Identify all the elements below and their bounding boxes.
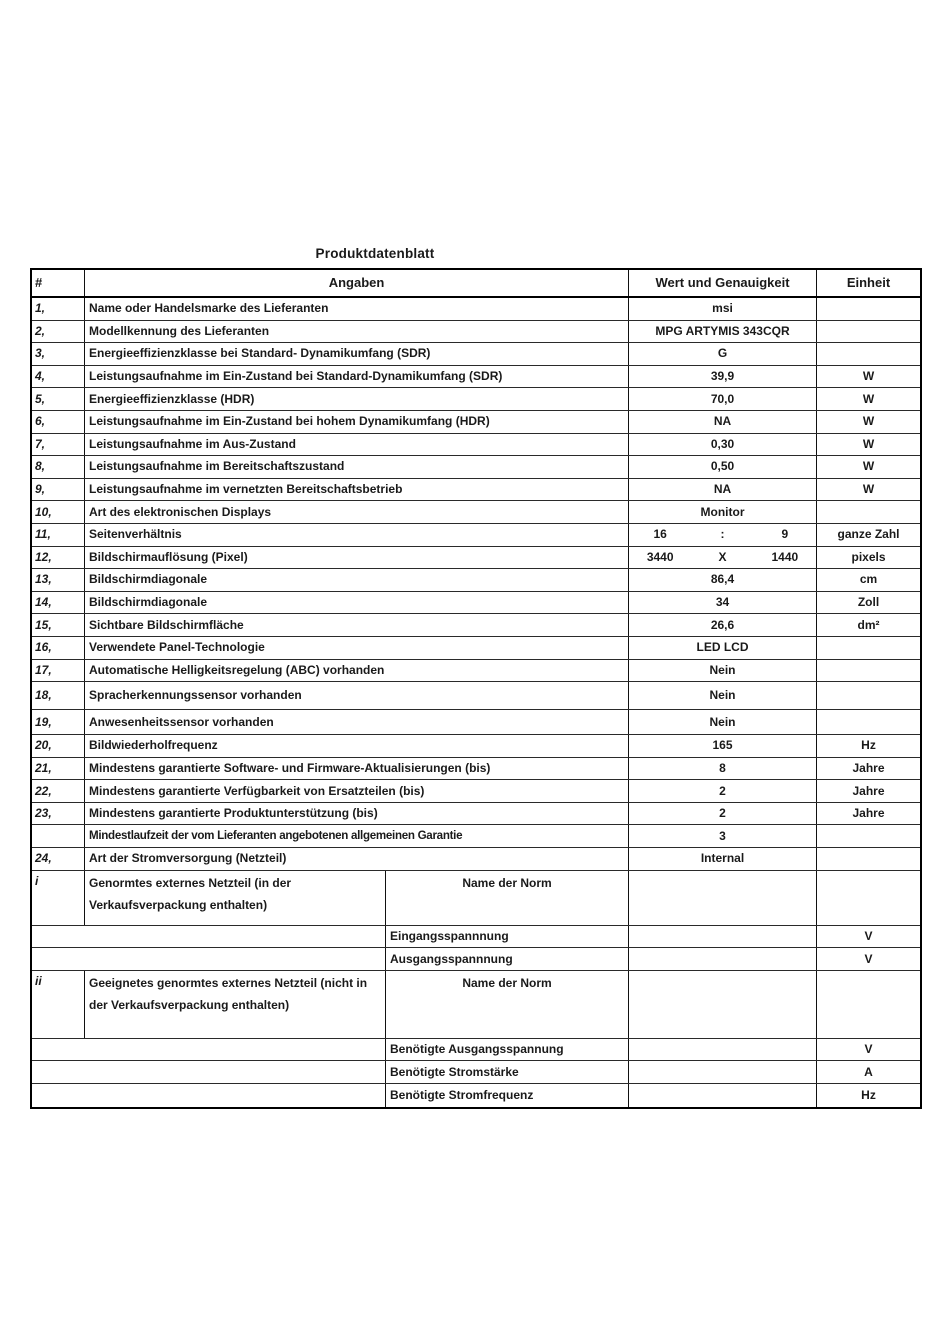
row-number-cell: 22,	[32, 780, 85, 802]
value-cell: Nein	[629, 710, 817, 734]
value-cell	[629, 524, 817, 546]
table-row	[32, 547, 920, 570]
sub-label-cell: Benötigte Stromfrequenz	[386, 1084, 629, 1107]
value-part: 3440	[646, 549, 674, 564]
row-number-cell: 18,	[32, 682, 85, 709]
unit-cell: V	[864, 951, 873, 966]
value-cell: G	[629, 343, 817, 365]
norm-label-cell: Name der Norm	[386, 871, 629, 925]
table-row	[32, 1061, 920, 1084]
sub-label-cell: Eingangsspannnung	[386, 926, 629, 948]
value-cell: 0,30	[629, 434, 817, 456]
label-cell: Genormtes externes Netzteil (in der Verkaufsverpackung enthalten)	[85, 871, 386, 925]
table-row	[32, 660, 920, 683]
value-cell: NA	[629, 411, 817, 433]
value-cell	[629, 547, 817, 569]
value-cell: 86,4	[629, 569, 817, 591]
col-header-einheit: Einheit	[846, 274, 891, 290]
row-number-cell: 3,	[32, 343, 85, 365]
table-row	[32, 637, 920, 660]
value-cell: 3	[629, 825, 817, 847]
unit-cell: Jahre	[852, 760, 885, 775]
unit-cell: A	[864, 1064, 873, 1079]
table-row	[32, 735, 920, 758]
unit-cell: W	[862, 436, 875, 451]
value-cell: Nein	[629, 682, 817, 709]
unit-cell	[817, 501, 920, 523]
row-number-cell: 6,	[32, 411, 85, 433]
row-number-cell: 23,	[32, 803, 85, 825]
table-row	[32, 871, 920, 926]
row-number-cell: 7,	[32, 434, 85, 456]
table-row	[32, 848, 920, 871]
label-cell: Art der Stromversorgung (Netzteil)	[85, 848, 629, 870]
row-number-cell: 14,	[32, 592, 85, 614]
unit-cell: Hz	[861, 738, 876, 753]
table-header-row	[32, 270, 920, 298]
norm-label-cell: Name der Norm	[386, 971, 629, 1038]
value-cell: 8	[629, 758, 817, 780]
table-row	[32, 971, 920, 1039]
label-cell: Leistungsaufnahme im Bereitschaftszustand	[85, 456, 629, 478]
value-part: 16	[653, 527, 667, 542]
unit-cell	[817, 848, 920, 870]
value-cell	[629, 1084, 817, 1107]
table-row	[32, 343, 920, 366]
table-row	[32, 948, 920, 971]
value-cell	[629, 1039, 817, 1061]
spacer-cell	[32, 1084, 386, 1107]
unit-cell	[817, 321, 920, 343]
value-cell	[629, 971, 817, 1038]
row-number-cell: 2,	[32, 321, 85, 343]
spacer-cell	[32, 926, 386, 948]
label-cell: Leistungsaufnahme im Aus-Zustand	[85, 434, 629, 456]
value-cell: 70,0	[629, 388, 817, 410]
value-part: :	[720, 527, 725, 542]
row-number-cell: 9,	[32, 479, 85, 501]
label-cell: Mindestlaufzeit der vom Lieferanten angebotenen allgemeinen Garantie	[85, 825, 629, 847]
product-table	[30, 268, 922, 1109]
table-row	[32, 366, 920, 389]
label-cell: Bildschirmdiagonale	[85, 592, 629, 614]
value-part: 9	[781, 527, 789, 542]
row-number-cell: ii	[32, 971, 85, 1038]
row-number-cell: 4,	[32, 366, 85, 388]
label-cell: Spracherkennungssensor vorhanden	[85, 682, 629, 709]
table-row	[32, 803, 920, 826]
table-row	[32, 614, 920, 637]
row-number-cell: 24,	[32, 848, 85, 870]
unit-cell: V	[864, 1042, 873, 1057]
value-cell: NA	[629, 479, 817, 501]
row-number-cell: 12,	[32, 547, 85, 569]
value-cell	[629, 948, 817, 970]
label-cell: Energieeffizienzklasse bei Standard- Dynamikumfang (SDR)	[85, 343, 629, 365]
row-number-cell: 19,	[32, 710, 85, 734]
unit-cell	[817, 298, 920, 320]
value-cell: Nein	[629, 660, 817, 682]
col-header-angaben: Angaben	[85, 270, 629, 296]
table-row	[32, 1084, 920, 1107]
value-cell: 26,6	[629, 614, 817, 636]
label-cell: Anwesenheitssensor vorhanden	[85, 710, 629, 734]
row-number-cell: 17,	[32, 660, 85, 682]
unit-cell	[817, 343, 920, 365]
table-row	[32, 321, 920, 344]
row-number-cell: i	[32, 871, 85, 925]
value-cell	[629, 1061, 817, 1083]
unit-cell: ganze Zahl	[837, 527, 900, 542]
unit-cell: W	[862, 414, 875, 429]
row-number-cell	[32, 825, 85, 847]
unit-cell: W	[862, 369, 875, 384]
label-cell: Bildschirmauflösung (Pixel)	[85, 547, 629, 569]
page-title: Produktdatenblatt	[315, 246, 435, 261]
value-cell: Monitor	[629, 501, 817, 523]
unit-cell: W	[862, 482, 875, 497]
row-number-cell: 10,	[32, 501, 85, 523]
unit-cell: cm	[859, 572, 878, 587]
table-row	[32, 682, 920, 710]
label-cell: Bildwiederholfrequenz	[85, 735, 629, 757]
spacer-cell	[32, 1039, 386, 1061]
table-row	[32, 569, 920, 592]
table-row	[32, 758, 920, 781]
value-cell: msi	[629, 298, 817, 320]
label-cell: Geeignetes genormtes externes Netzteil (nicht in der Verkaufsverpackung enthalten)	[85, 971, 386, 1038]
unit-cell: Jahre	[852, 783, 885, 798]
value-cell: 165	[629, 735, 817, 757]
value-part: 1440	[771, 549, 799, 564]
col-header-wert: Wert und Genauigkeit	[629, 270, 817, 296]
label-cell: Modellkennung des Lieferanten	[85, 321, 629, 343]
label-cell: Art des elektronischen Displays	[85, 501, 629, 523]
unit-cell	[817, 710, 920, 734]
unit-cell	[817, 871, 920, 925]
col-header-number: #	[32, 270, 85, 296]
table-row	[32, 592, 920, 615]
row-number-cell: 16,	[32, 637, 85, 659]
unit-cell: W	[862, 391, 875, 406]
unit-cell: pixels	[851, 549, 886, 564]
value-cell: MPG ARTYMIS 343CQR	[629, 321, 817, 343]
table-row	[32, 388, 920, 411]
label-cell: Leistungsaufnahme im Ein-Zustand bei hohem Dynamikumfang (HDR)	[85, 411, 629, 433]
row-number-cell: 11,	[32, 524, 85, 546]
spacer-cell	[32, 948, 386, 970]
unit-cell	[817, 682, 920, 709]
label-cell: Mindestens garantierte Software- und Firmware-Aktualisierungen (bis)	[85, 758, 629, 780]
value-cell: 39,9	[629, 366, 817, 388]
value-cell: 34	[629, 592, 817, 614]
unit-cell	[817, 660, 920, 682]
label-cell: Energieeffizienzklasse (HDR)	[85, 388, 629, 410]
unit-cell: W	[862, 459, 875, 474]
unit-cell: Jahre	[852, 806, 885, 821]
row-number-cell: 15,	[32, 614, 85, 636]
label-cell: Seitenverhältnis	[85, 524, 629, 546]
table-row	[32, 710, 920, 735]
value-cell: 2	[629, 780, 817, 802]
sub-label-cell: Benötigte Stromstärke	[386, 1061, 629, 1083]
unit-cell: Zoll	[857, 595, 880, 610]
value-cell: 2	[629, 803, 817, 825]
label-cell: Sichtbare Bildschirmfläche	[85, 614, 629, 636]
row-number-cell: 5,	[32, 388, 85, 410]
label-cell: Automatische Helligkeitsregelung (ABC) vorhanden	[85, 660, 629, 682]
value-cell: LED LCD	[629, 637, 817, 659]
unit-cell	[817, 971, 920, 1038]
unit-cell: Hz	[861, 1087, 876, 1102]
value-cell	[629, 871, 817, 925]
row-number-cell: 1,	[32, 298, 85, 320]
unit-cell: V	[864, 928, 873, 943]
table-row	[32, 780, 920, 803]
sub-label-cell: Benötigte Ausgangsspannung	[386, 1039, 629, 1061]
spacer-cell	[32, 1061, 386, 1083]
row-number-cell: 20,	[32, 735, 85, 757]
table-row	[32, 1039, 920, 1062]
value-cell	[629, 926, 817, 948]
label-cell: Bildschirmdiagonale	[85, 569, 629, 591]
unit-cell: dm²	[857, 617, 880, 632]
table-row	[32, 456, 920, 479]
table-row	[32, 479, 920, 502]
table-row	[32, 298, 920, 321]
table-row	[32, 411, 920, 434]
row-number-cell: 8,	[32, 456, 85, 478]
label-cell: Leistungsaufnahme im vernetzten Bereitschaftsbetrieb	[85, 479, 629, 501]
row-number-cell: 21,	[32, 758, 85, 780]
label-cell: Leistungsaufnahme im Ein-Zustand bei Standard-Dynamikumfang (SDR)	[85, 366, 629, 388]
label-cell: Name oder Handelsmarke des Lieferanten	[85, 298, 629, 320]
table-row	[32, 825, 920, 848]
table-row	[32, 434, 920, 457]
value-part: X	[718, 549, 727, 564]
table-row	[32, 524, 920, 547]
table-row	[32, 926, 920, 949]
value-cell: 0,50	[629, 456, 817, 478]
label-cell: Mindestens garantierte Verfügbarkeit von Ersatzteilen (bis)	[85, 780, 629, 802]
value-cell: Internal	[629, 848, 817, 870]
unit-cell	[817, 637, 920, 659]
label-cell: Verwendete Panel-Technologie	[85, 637, 629, 659]
label-cell: Mindestens garantierte Produktunterstützung (bis)	[85, 803, 629, 825]
row-number-cell: 13,	[32, 569, 85, 591]
unit-cell	[817, 825, 920, 847]
table-row	[32, 501, 920, 524]
sub-label-cell: Ausgangsspannnung	[386, 948, 629, 970]
